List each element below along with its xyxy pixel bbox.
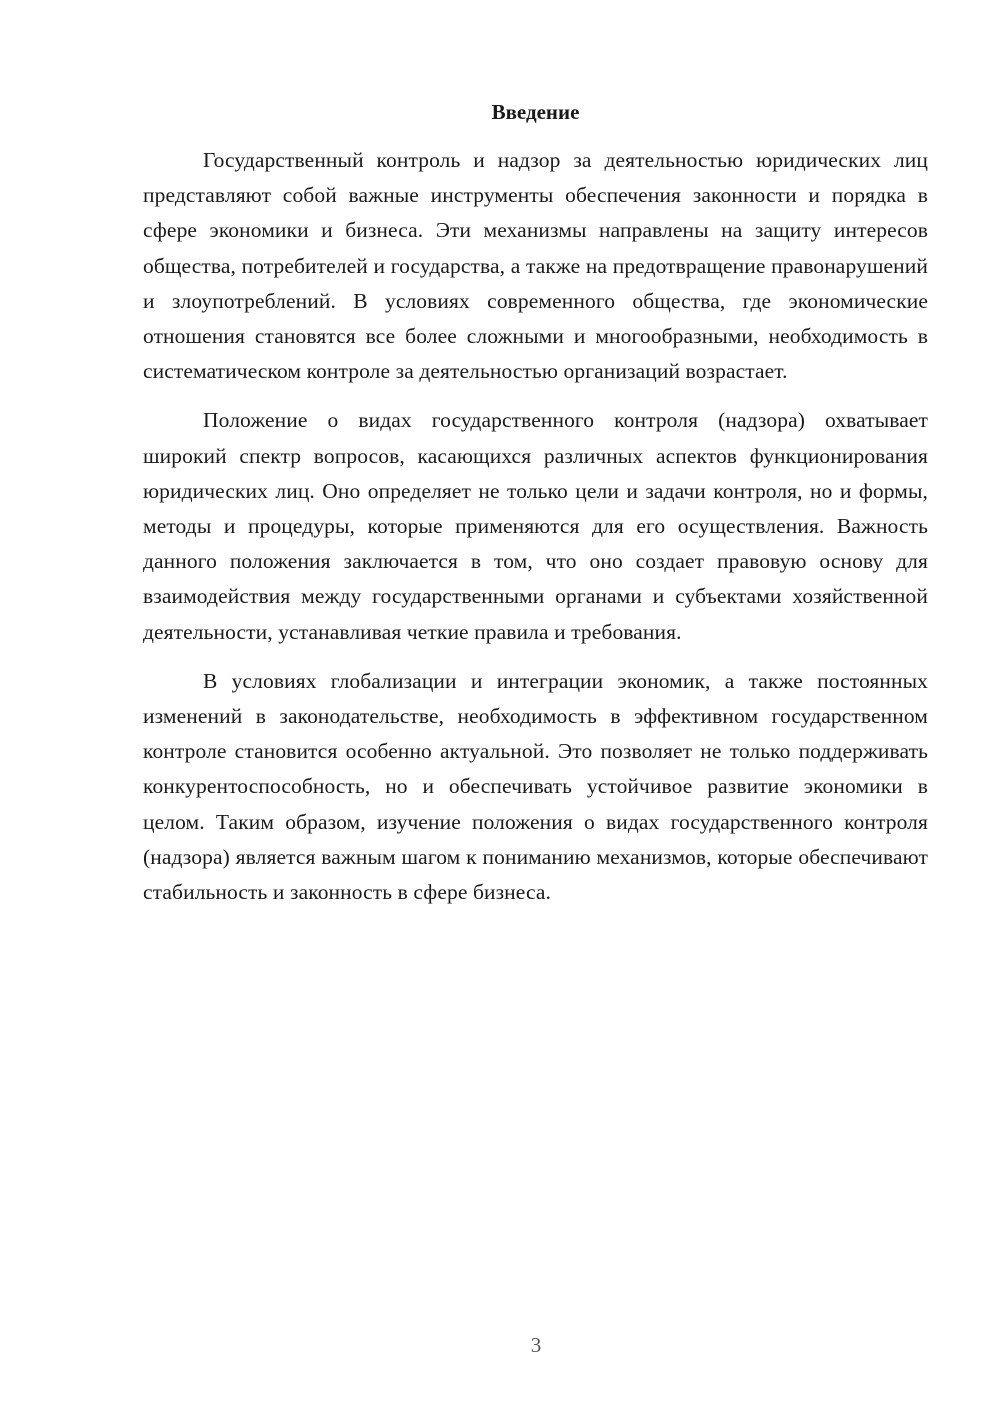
paragraph-1: Государственный контроль и надзор за деятельностью юридических лиц представляют собой важные инструменты обеспечения законности и порядка в сфере экономики и бизнеса. Эти механизмы направлены на защиту интересов общества, потребителей и государства, а также на предотвращение правонарушений и злоупотреблений. В условиях современного общества, где экономические отношения становятся все более сложными и многообразными, необходимость в систематическом контроле за деятельностью организаций возрастает. bbox=[143, 148, 928, 384]
section-title: Введение bbox=[491, 100, 580, 124]
page-number: 3 bbox=[530, 1333, 542, 1357]
paragraph-2: Положение о видах государственного контроля (надзора) охватывает широкий спектр вопросов, касающихся различных аспектов функционирования юридических лиц. Оно определяет не только цели и задачи контроля, но и формы, методы и процедуры, которые применяются для его осуществления. Важность данного положения заключается в том, что оно создает правовую основу для взаимодействия между государственными органами и субъектами хозяйственной деятельности, устанавливая четкие правила и требования. bbox=[143, 408, 928, 644]
document-body bbox=[143, 143, 928, 910]
paragraph-3: В условиях глобализации и интеграции экономик, а также постоянных изменений в законодательстве, необходимость в эффективном государственном контроле становится особенно актуальной. Это позволяет не только поддерживать конкурентоспособность, но и обеспечивать устойчивое развитие экономики в целом. Таким образом, изучение положения о видах государственного контроля (надзора) является важным шагом к пониманию механизмов, которые обеспечивают стабильность и законность в сфере бизнеса. bbox=[143, 668, 928, 905]
